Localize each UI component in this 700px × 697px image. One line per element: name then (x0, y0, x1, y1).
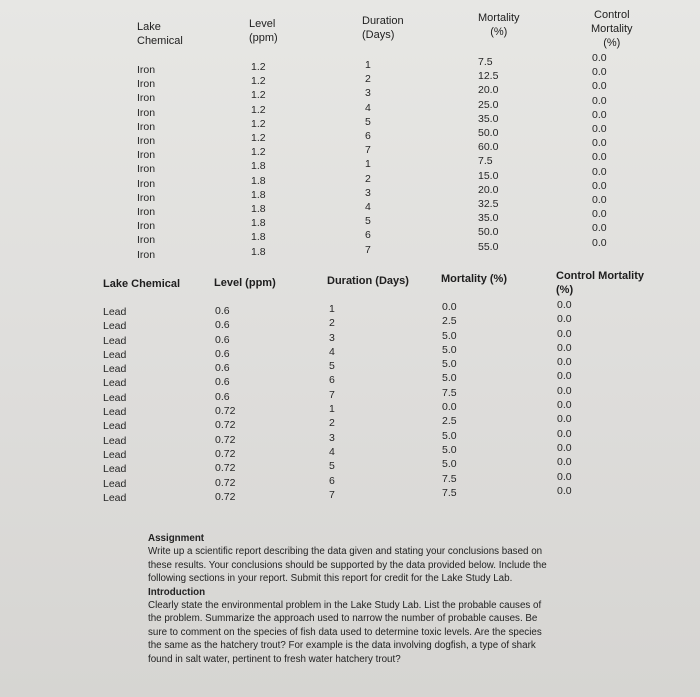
introduction-heading: Introduction (148, 586, 206, 598)
t2-cell: 0.0 (557, 327, 572, 340)
t2-cell: 0.0 (557, 427, 572, 440)
t1-cell: 7.5 (478, 155, 493, 168)
t1-cell: 0.0 (592, 108, 607, 121)
t1-cell: 20.0 (478, 183, 499, 196)
t1-col-level (251, 60, 266, 259)
t1-cell: 6 (365, 229, 371, 242)
t2-cell: 5 (329, 360, 335, 373)
t2-cell: 5.0 (442, 458, 457, 471)
t1-cell: 60.0 (478, 141, 499, 154)
t2-cell: Lead (103, 420, 127, 433)
t2-header-duration: Duration (Days) (327, 275, 409, 287)
t1-cell: 0.0 (592, 137, 607, 150)
t1-cell: 1.2 (251, 61, 266, 73)
t1-cell: 0.0 (592, 52, 607, 64)
t1-cell: 1.2 (251, 89, 266, 102)
assignment-section (148, 532, 618, 666)
t2-cell: 6 (329, 474, 335, 487)
t2-col-duration (329, 302, 335, 502)
t2-cell: 3 (329, 431, 335, 444)
assignment-heading: Assignment (148, 533, 205, 544)
t2-cell: 2 (329, 417, 335, 430)
t2-cell: 0.0 (557, 456, 572, 469)
t2-cell: 7.5 (442, 472, 457, 485)
t2-cell: 0.0 (557, 399, 572, 412)
t2-cell: Lead (103, 406, 127, 419)
t1-header-mortality: Mortality (%) (478, 12, 520, 38)
t1-header-chemical: Lake Chemical (137, 21, 183, 47)
t1-cell: Iron (137, 120, 156, 133)
t2-cell: Lead (103, 448, 127, 461)
t1-cell: 1 (365, 59, 371, 71)
t2-cell: 1 (329, 403, 335, 416)
t1-cell: 4 (365, 101, 371, 114)
t2-cell: 6 (329, 374, 335, 387)
t2-cell: Lead (103, 463, 127, 476)
t1-cell: 32.5 (478, 198, 499, 211)
t1-cell: 7 (365, 144, 371, 157)
t2-cell: 5.0 (442, 372, 457, 385)
assignment-line: Write up a scientific report describing the data given and stating your conclusions based on (148, 546, 543, 558)
t1-cell: Iron (137, 177, 156, 190)
t1-cell: Iron (137, 78, 156, 91)
t2-cell: 5.0 (442, 429, 457, 442)
t1-cell: 0.0 (592, 165, 607, 178)
t1-cell: 1.8 (251, 160, 266, 173)
t2-cell: 0.6 (215, 362, 230, 375)
t2-cell: 5.0 (442, 329, 457, 342)
t2-cell: 0.0 (442, 401, 457, 414)
t1-cell: Iron (137, 149, 156, 162)
t2-cell: Lead (103, 491, 127, 504)
t1-cell: Iron (137, 234, 156, 247)
t2-cell: 0.72 (215, 419, 236, 432)
t2-header-level: Level (ppm) (214, 277, 276, 289)
t1-cell: 0.0 (592, 179, 607, 192)
t1-cell: 6 (365, 130, 371, 143)
t1-cell: 1.8 (251, 231, 266, 244)
t2-cell: 0.0 (442, 301, 457, 313)
t2-cell: 5.0 (442, 443, 457, 456)
t2-cell: 0.0 (557, 441, 572, 454)
t2-cell: 0.6 (215, 305, 230, 317)
t2-cell: 0.72 (215, 462, 236, 475)
t1-cell: 35.0 (478, 212, 499, 225)
t2-cell: 0.0 (557, 356, 572, 369)
t1-cell: 1.2 (251, 75, 266, 88)
t2-col-control (557, 298, 572, 498)
t2-cell: 0.6 (215, 319, 230, 332)
t2-cell: Lead (103, 434, 127, 447)
t1-cell: Iron (137, 106, 156, 119)
t2-header-mortality: Mortality (%) (441, 273, 507, 285)
t1-cell: 0.0 (592, 236, 607, 249)
t2-cell: Lead (103, 334, 127, 347)
t1-col-duration (365, 58, 371, 257)
t1-col-control (592, 51, 607, 250)
t1-cell: 1.2 (251, 103, 266, 116)
t1-cell: 0.0 (592, 208, 607, 221)
t2-cell: Lead (103, 348, 127, 361)
t2-col-chemical (103, 305, 126, 505)
t2-cell: 0.0 (557, 313, 572, 326)
t2-cell: 0.72 (215, 447, 236, 460)
t1-header-level: Level (ppm) (249, 18, 278, 44)
t1-cell: 3 (365, 186, 371, 199)
t2-cell: 0.6 (215, 347, 230, 360)
t1-cell: 1 (365, 158, 371, 171)
t1-cell: 50.0 (478, 226, 499, 239)
t2-cell: 0.0 (557, 413, 572, 426)
t1-cell: 1.8 (251, 174, 266, 187)
t1-cell: 25.0 (478, 98, 499, 111)
t1-cell: 12.5 (478, 70, 499, 83)
t1-cell: Iron (137, 92, 156, 105)
t1-col-chemical (137, 63, 155, 262)
t1-cell: 0.0 (592, 66, 607, 79)
t2-cell: 2.5 (442, 415, 457, 428)
t1-cell: 1.2 (251, 146, 266, 159)
t1-cell: 1.2 (251, 117, 266, 130)
t1-cell: 35.0 (478, 112, 499, 125)
t2-cell: 5.0 (442, 358, 457, 371)
t1-cell: 2 (365, 73, 371, 86)
t2-cell: 0.0 (557, 484, 572, 497)
t1-cell: 0.0 (592, 94, 607, 107)
introduction-line: the same as the hatchery trout? For example is the data involving dogfish, a type of shark (148, 640, 536, 652)
t2-cell: 4 (329, 445, 335, 458)
t1-cell: 1.8 (251, 217, 266, 230)
t2-cell: 0.0 (557, 341, 572, 354)
assignment-line: these results. Your conclusions should be supported by the data provided below. Include the (148, 559, 547, 571)
introduction-line: sure to comment on the species of fish data used to determine toxic levels. Are the species (148, 626, 542, 638)
t1-cell: 20.0 (478, 84, 499, 97)
t2-cell: 7 (329, 388, 335, 401)
t2-cell: 0.0 (557, 470, 572, 483)
t1-cell: Iron (137, 135, 156, 148)
t1-cell: 55.0 (478, 240, 499, 253)
t2-col-level (215, 304, 235, 504)
t2-cell: 0.6 (215, 376, 230, 389)
t1-cell: Iron (137, 64, 156, 76)
t1-cell: 3 (365, 87, 371, 100)
t2-cell: 0.0 (557, 384, 572, 397)
t2-cell: 5.0 (442, 343, 457, 356)
t1-cell: 0.0 (592, 194, 607, 207)
introduction-line: found in salt water, pertinent to fresh water hatchery trout? (148, 653, 401, 665)
t1-cell: 4 (365, 201, 371, 214)
t2-cell: 4 (329, 345, 335, 358)
t2-cell: 1 (329, 303, 335, 315)
t1-cell: 1.8 (251, 188, 266, 201)
t2-cell: Lead (103, 306, 127, 318)
t1-cell: Iron (137, 248, 156, 261)
t1-cell: 2 (365, 172, 371, 185)
t1-cell: 7 (365, 243, 371, 256)
t2-cell: Lead (103, 320, 127, 333)
t1-cell: 15.0 (478, 169, 499, 182)
t1-cell: 0.0 (592, 80, 607, 93)
t2-cell: Lead (103, 377, 127, 390)
t1-col-mortality (478, 55, 498, 254)
t2-cell: 5 (329, 460, 335, 473)
t2-cell: 0.6 (215, 390, 230, 403)
t2-cell: 0.0 (557, 299, 572, 311)
t1-cell: 1.8 (251, 245, 266, 258)
t2-cell: 2 (329, 317, 335, 330)
t1-cell: 5 (365, 215, 371, 228)
introduction-line: Clearly state the environmental problem in the Lake Study Lab. List the probable causes of (148, 600, 542, 612)
t2-cell: 0.0 (557, 370, 572, 383)
t2-cell: 7.5 (442, 386, 457, 399)
t1-cell: 1.2 (251, 132, 266, 145)
t1-cell: 7.5 (478, 56, 493, 68)
t2-header-chemical: Lake Chemical (103, 278, 181, 290)
t1-cell: 0.0 (592, 123, 607, 136)
t2-cell: 0.72 (215, 490, 236, 503)
t1-cell: 1.8 (251, 203, 266, 216)
t2-cell: Lead (103, 477, 127, 490)
t1-cell: 0.0 (592, 151, 607, 164)
t1-header-control: Control Mortality (%) (591, 9, 633, 49)
t2-cell: 0.72 (215, 476, 236, 489)
t2-cell: 2.5 (442, 315, 457, 328)
t2-header-control: Control Mortality (%) (556, 270, 644, 296)
t2-cell: 7.5 (442, 486, 457, 499)
t2-cell: 3 (329, 331, 335, 344)
t2-col-mortality (442, 300, 457, 500)
t1-cell: Iron (137, 220, 156, 233)
t1-cell: Iron (137, 206, 156, 219)
t2-cell: 0.72 (215, 405, 236, 418)
t2-cell: 7 (329, 488, 335, 501)
t2-cell: Lead (103, 391, 127, 404)
t2-cell: Lead (103, 363, 127, 376)
t2-cell: 0.6 (215, 333, 230, 346)
introduction-line: the problem. Summarize the approach used to narrow the number of probable causes. Be (148, 613, 538, 625)
t1-cell: Iron (137, 191, 156, 204)
assignment-line: following sections in your report. Submit this report for credit for the Lake Study Lab. (148, 573, 513, 585)
t1-cell: 0.0 (592, 222, 607, 235)
t1-cell: Iron (137, 163, 156, 176)
t2-cell: 0.72 (215, 433, 236, 446)
t1-cell: 50.0 (478, 127, 499, 140)
t1-cell: 5 (365, 115, 371, 128)
t1-header-duration: Duration (Days) (362, 15, 404, 41)
